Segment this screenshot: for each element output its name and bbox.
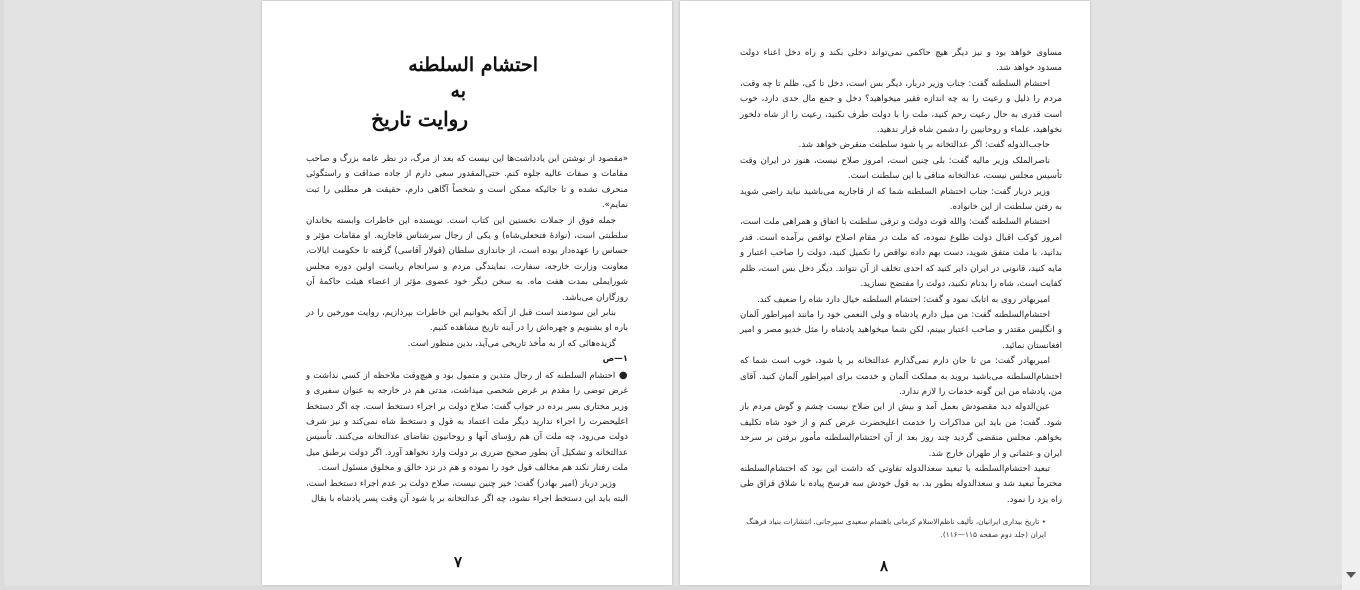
paragraph: جمله فوق از جملات نخستین این کتاب است. نویسنده این خاطرات وابسته بخاندان سلطنتی است، (نوادهٔ فتحعلی‌شاه) و یکی از رجال سرشناس قاجاریه. او مقامات مؤثر و حساس را عهده‌دار بوده است، از جانداری سلطان (قولار آقاسی) گرفته تا حکومت ایالات، معاونت وزارت خارجه، سفارت، نمایندگی مردم و سرانجام ریاست اولین دوره مجلس شورایملی بمدت هفت ماه. به سخن دیگر خود عضوی مؤثر از اعضاء هیئت حاکمهٔ آن روزگاران می‌باشد. [306,215,628,303]
paragraph-text: احتشام السلطنه که از رجال متدین و متمول بود و هیچ‌وقت ملاحظه از کسی نداشت و غرض توضی را مقدم بر غرض شخصی میداشت، مدتی هم در خارجه به عنوان سفیری و وزیر مختاری بسر برده در جواب گفت: صلاح دولت بر اجراء دستخط است. چه اگر دستخط اعلیحضرت را اجراء ندارید دیگر ملت اعتماد به قول و دستخط شاه نمی‌کند و نیز شرف دولت می‌رود، چه ملت آن هم رؤسای آنها و روحانیون تقاضای عدالتخانه می‌کنند. تأسیس عدالتخانه و تشکیل آن بطور صحیح ضرری بر دولت وارد نخواهد آورد. اگر دولت برطبق میل ملت رفتار نکند هم مخالف قول خود را نموده و هم در نزد خالق و مخلوق مسئول است. [306,370,628,474]
vertical-scrollbar[interactable] [1342,0,1360,590]
scroll-down-arrow-icon[interactable] [1346,572,1356,578]
page-number: ۷ [454,553,463,571]
footnote: • تاریخ بیداری ایرانیان، تألیف ناظم‌الاسلام کرمانی باهتمام سعیدی سیرجانی. انتشارات بنیاد فرهنگ ایران (جلد دوم صفحه ۱۱۵—۱۱۶). [746,517,1046,539]
paragraph: وزیر دربار گفت: جناب احتشام السلطنه شما که از قاجاریه می‌باشید نباید راضی شوید به رفتن سلطنت از این خانواده. [740,186,1062,213]
bullet-icon: ● [615,369,628,381]
title-line-2: به [450,80,466,102]
paragraph: حاجب‌الدوله گفت: اگر عدالتخانه بر پا شود سلطنت منقرض خواهد شد. [798,140,1050,151]
paragraph: عین‌الدوله دید مقصودش بعمل آمد و بیش از این صلاح نیست چشم و گوش مردم باز شود. گفت: من باید این مذاکرات را خدمت اعلیحضرت عرض کنم و از خود شاه تکلیف بخواهم. مجلس منقضی گردید چند روز بعد از آن احتشام‌السلطنه مأمور برفتن بر سرحد ایران و عثمانی و از طهران خارج شد. [740,402,1062,459]
paragraph: گزیده‌هائی که از به مأخذ تاریخی می‌آید، بدین منظور است. [407,338,616,349]
viewer-workspace [4,0,1342,586]
paragraph: احتشام السلطنه گفت: جناب وزیر دربار، دیگر بس است، دخل تا کی، ظلم تا چه وقت، مردم را ذلیل و رعیت را به چه اندازه فقیر میخواهید؟ دخل و جمع مال حدی دارد، خوب است قدری به حال رعیت رحم کنید، ملت را با دولت طرف نکنید، رعیت را از شاه دلخور نخواهید، علماء و روحانیین را دشمن شاه قرار ندهید. [740,78,1062,136]
paragraph [306,368,628,477]
page-7 [262,1,672,585]
paragraph: تبعید احتشام‌السلطنه با تبعید سعدالدوله تفاوتی که داشت این بود که احتشام‌السلطنه محترماً تبعید شد و سعدالدوله بطور بد. به قول خودش سه فرسخ پیاده با شلاق قزاق طی راه یزد را نمود. [740,463,1062,505]
title-line-1: احتشام السلطنه [408,54,538,76]
page-8 [680,1,1090,585]
paragraph: وزیر دربار (امیر بهادر) گفت: خیر چنین نیست، صلاح دولت بر عدم اجراء دستخط است، البته باید این دستخط اجراء نشود، چه اگر عدالتخانه بر پا شود آن وقت پسر پادشاه با بقال [306,478,628,504]
page-number: ۸ [880,557,889,575]
paragraph: امیربهادر روی به اتابک نمود و گفت: احتشام السلطنه خیال دارد شاه را ضعیف کند. [757,294,1050,305]
paragraph: احتشام السلطنه گفت: والله قوت دولت و ترقی سلطنت با اتفاق و همراهی ملت است، امروز کوکب اقبال دولت طلوع نموده، که ملت در مقام اصلاح نواقص برآمده است. قدر بدانید، با ملت متفق شوید، دست بهم داده نواقص را تکمیل کنید، دولت را صاحب اعتبار و مایه کنید، قانونی در ایران دایر کنید که احدی تخلف از آن نتواند. دیگر دخل بس است، ظلم کفایت است، شاه را بدنام نکنید، دولت را مفتضح نسازید. [740,217,1062,290]
chapter-title [338,53,538,133]
right-page-body [740,46,1062,508]
section-heading: ۱—ص [602,354,628,365]
paragraph: احتشام‌السلطنه گفت: من میل دارم پادشاه و ولی النعمی خود را مانند امپراطور آلمان و انگلیس مقتدر و صاحب اعتبار ببینم، لکن شما میخواهید پادشاه را مثل خدیو مصر و امیر افغانستان نمائید. [740,309,1062,351]
paragraph: بنابر این سودمند است قبل از آنکه بخوانیم این خاطرات بپردازیم، روایت مورخین را در باره او بشنویم و چهره‌اش را در آینه تاریخ مشاهده کنیم. [306,308,628,334]
title-line-3: روایت تاریخ [371,107,468,131]
paragraph: امیربهادر گفت: من تا جان دارم نمی‌گذارم عدالتخانه بر پا شود، خوب است شما که احتشام‌السلطنه می‌باشید بروید به مملکت آلمان و خدمت برای امپراطور آلمان کنید. آقای من، پادشاه من این گونه خدمات را لازم ندارد. [740,356,1062,397]
paragraph: «مقصود از نوشتن این یادداشت‌ها این نیست که بعد از مرگ، در نظر عامه بزرگ و صاحب مقامات و صفات عالیه جلوه کنم. حتی‌المقدور سعی دارم از جاده صداقت و راستگوئی منحرف نشده و تا جائیکه ممکن است و شخصاً آگاهی دارم، حقیقت هر مطلبی را ثبت نمایم». [306,154,628,211]
left-page-body [306,152,628,507]
paragraph: مساوی خواهد بود و نیز دیگر هیچ حاکمی نمی‌تواند دخلی بکند و راه دخل اعناء دولت مسدود خواهد شد. [740,48,1062,74]
paragraph: ناصرالملک وزیر مالیه گفت: بلی چنین است، امروز صلاح نیست، هنوز در ایران وقت تأسیس مجلس نیست، عدالتخانه منافی با این سلطنت است. [740,155,1062,182]
